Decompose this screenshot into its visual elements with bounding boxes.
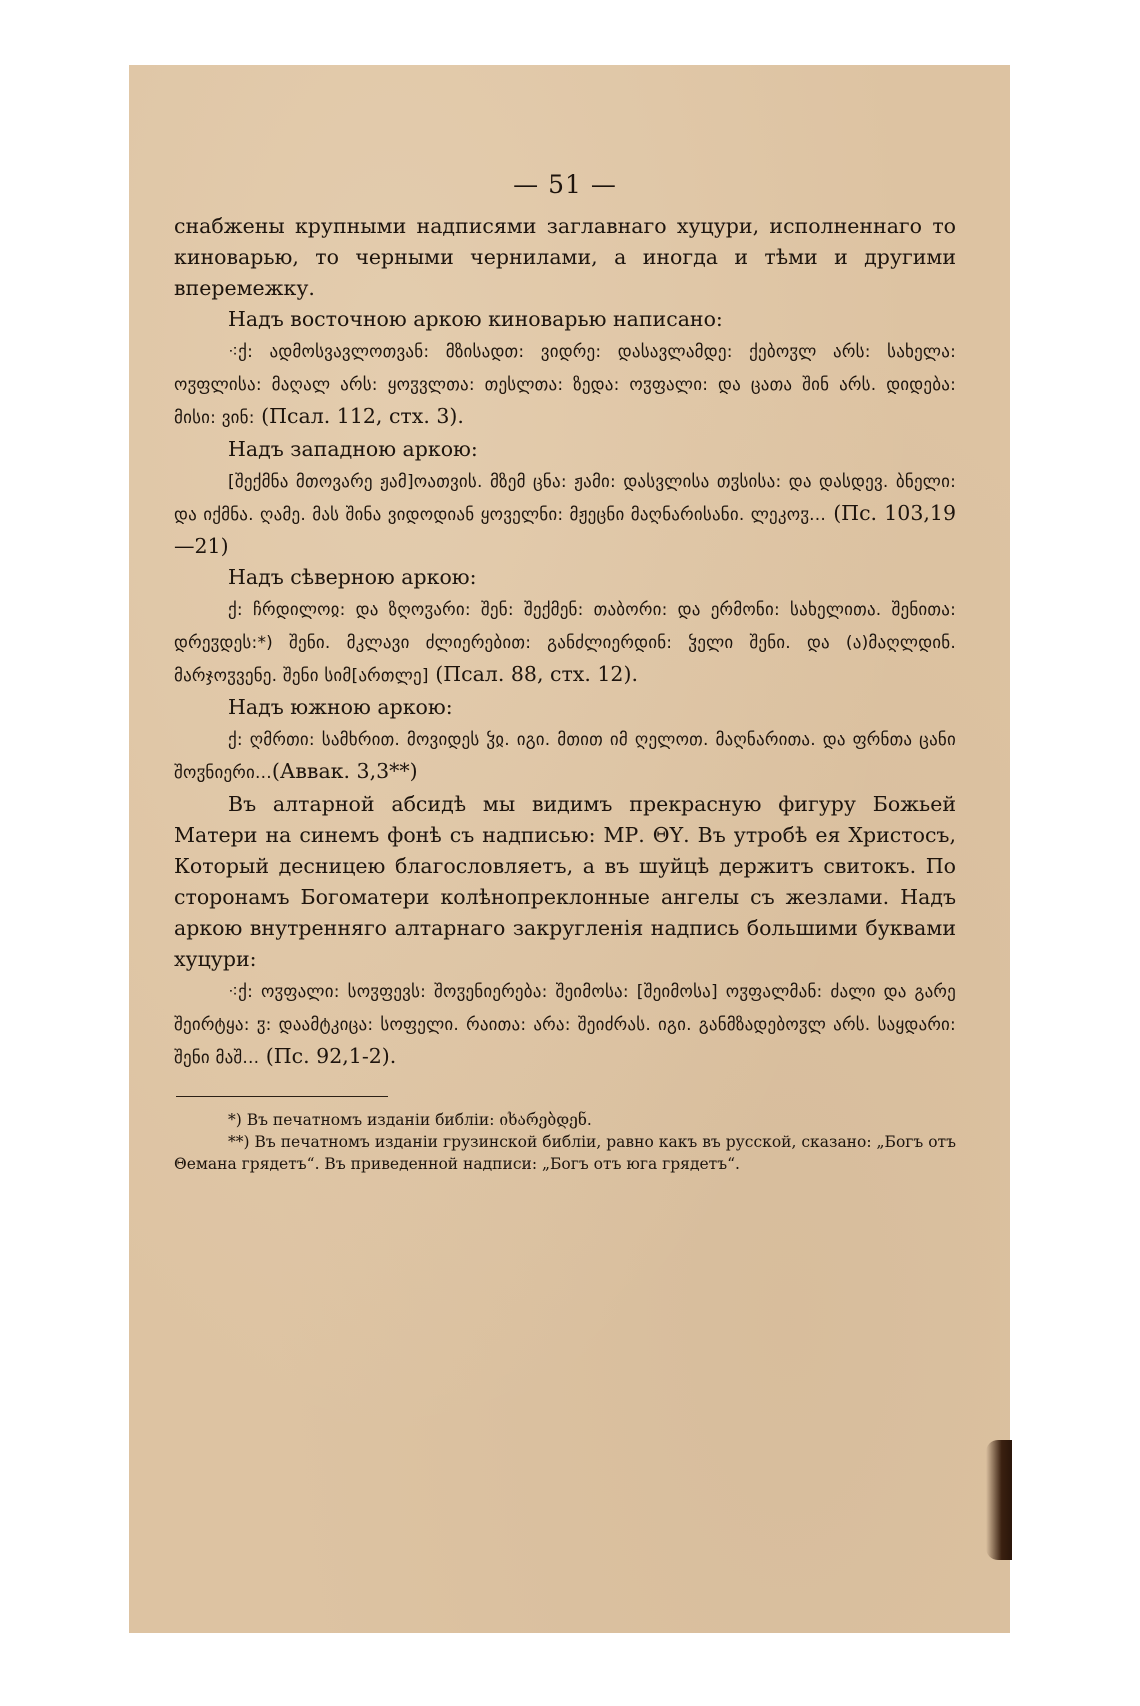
paragraph-apse: Въ алтарной абсидѣ мы видимъ прекрасную фигуру Божьей Матери на синемъ фонѣ съ надписью: МР. ΘΥ. Въ утробѣ ея Христосъ, Который десницею благословляетъ, а въ шуйцѣ держитъ свитокъ. По сторонамъ Богоматери колѣнопреклонные ангелы съ жезлами. Надъ аркою внутренняго алтарнаго закругленія надпись большими буквами хуцури:: [174, 792, 956, 971]
book-page: [129, 65, 1010, 1633]
reference-north: (Псал. 88, стх. 12).: [435, 662, 638, 686]
page-content: [174, 170, 956, 1175]
heading-north-arch: Надъ сѣверною аркою:: [228, 565, 477, 589]
inscription-east: [174, 335, 956, 434]
paragraph-intro: снабжены крупными надписями заглавнаго хуцури, исполненнаго то киноварью, то черными чернилами, а иногда и тѣми и другими вперемежку.: [174, 214, 956, 300]
heading-west-arch: Надъ западною аркою:: [228, 437, 478, 461]
reference-east: (Псал. 112, стх. 3).: [261, 404, 464, 428]
georgian-text-north: ქ: ჩრდილოჲ: და ზღოჳარი: შენ: შექმენ: თაბორი: და ერმონი: სახელითა. შენითა: დრეჳდეს:*) შენი. მკლავი ძლიერებით: განძლიერდინ: ჴელი შენი. და (ა)მაღლდინ. მარჯოჳვენე. შენი სიმ[ართლე]: [174, 600, 956, 686]
page-number: — 51 —: [513, 170, 617, 199]
inscription-west: [174, 465, 956, 562]
georgian-text-south: ქ: ღმრთი: სამხრით. მოვიდეს ჴჲ. იგი. მთით იმ ღელოთ. მაღნარითა. და ფრნთა ცანი შოჳნიერი...: [174, 730, 956, 783]
inscription-north: [174, 593, 956, 692]
georgian-text-east: ⁖ქ: ადმოსვავლოთვან: მზისადთ: ვიდრე: დასავლამდე: ქებოჳლ არს: სახელა: ოჳფლისა: მაღალ არს: ყოჳვლთა: თესლთა: ზედა: ოჳფალი: და ცათა შინ არს. დიდება: მისი: ვინ:: [174, 342, 956, 428]
heading-east-arch: Надъ восточною аркою киноварью написано:: [228, 307, 723, 331]
heading-south-arch: Надъ южною аркою:: [228, 695, 453, 719]
reference-apse: (Пс. 92,1-2).: [265, 1044, 397, 1068]
reference-south: (Аввак. 3,3**): [271, 759, 418, 783]
inscription-south: [174, 723, 956, 789]
footnote-2: **) Въ печатномъ изданіи грузинской библіи, равно какъ въ русской, сказано: „Богъ отъ Θемана грядетъ“. Въ приведенной надписи: „Богъ отъ юга грядетъ“.: [174, 1133, 956, 1173]
reference-west: (Пс. 103,19—21): [174, 501, 956, 558]
footnote-1: *) Въ печатномъ изданіи библіи: იხარებდენ.: [228, 1111, 592, 1129]
georgian-text-apse: ⁖ქ: ოჳფალი: სოჳფევს: შოჳენიერება: შეიმოსა: [შეიმოსა] ოჳფალმან: ძალი და გარე შეირტყა: ჳ: დაამტკიცა: სოფელი. რაითა: არა: შეიძრას. იგი. განმზადებოჳლ არს. საყდარი: შენი მაშ...: [174, 982, 956, 1068]
page-edge-shadow: [986, 1440, 1012, 1560]
footnote-divider: [176, 1096, 388, 1097]
georgian-text-west: [შექმნა მთოვარე ჟამ]ოათვის. მზემ ცნა: ჟამი: დასვლისა თჳსისა: და დასდევ. ბნელი: და იქმნა. ღამე. მას შინა ვიდოდიან ყოველნი: მჟეცნი მაღნარისანი. ლეკოჳ...: [174, 472, 956, 525]
inscription-apse: [174, 975, 956, 1074]
